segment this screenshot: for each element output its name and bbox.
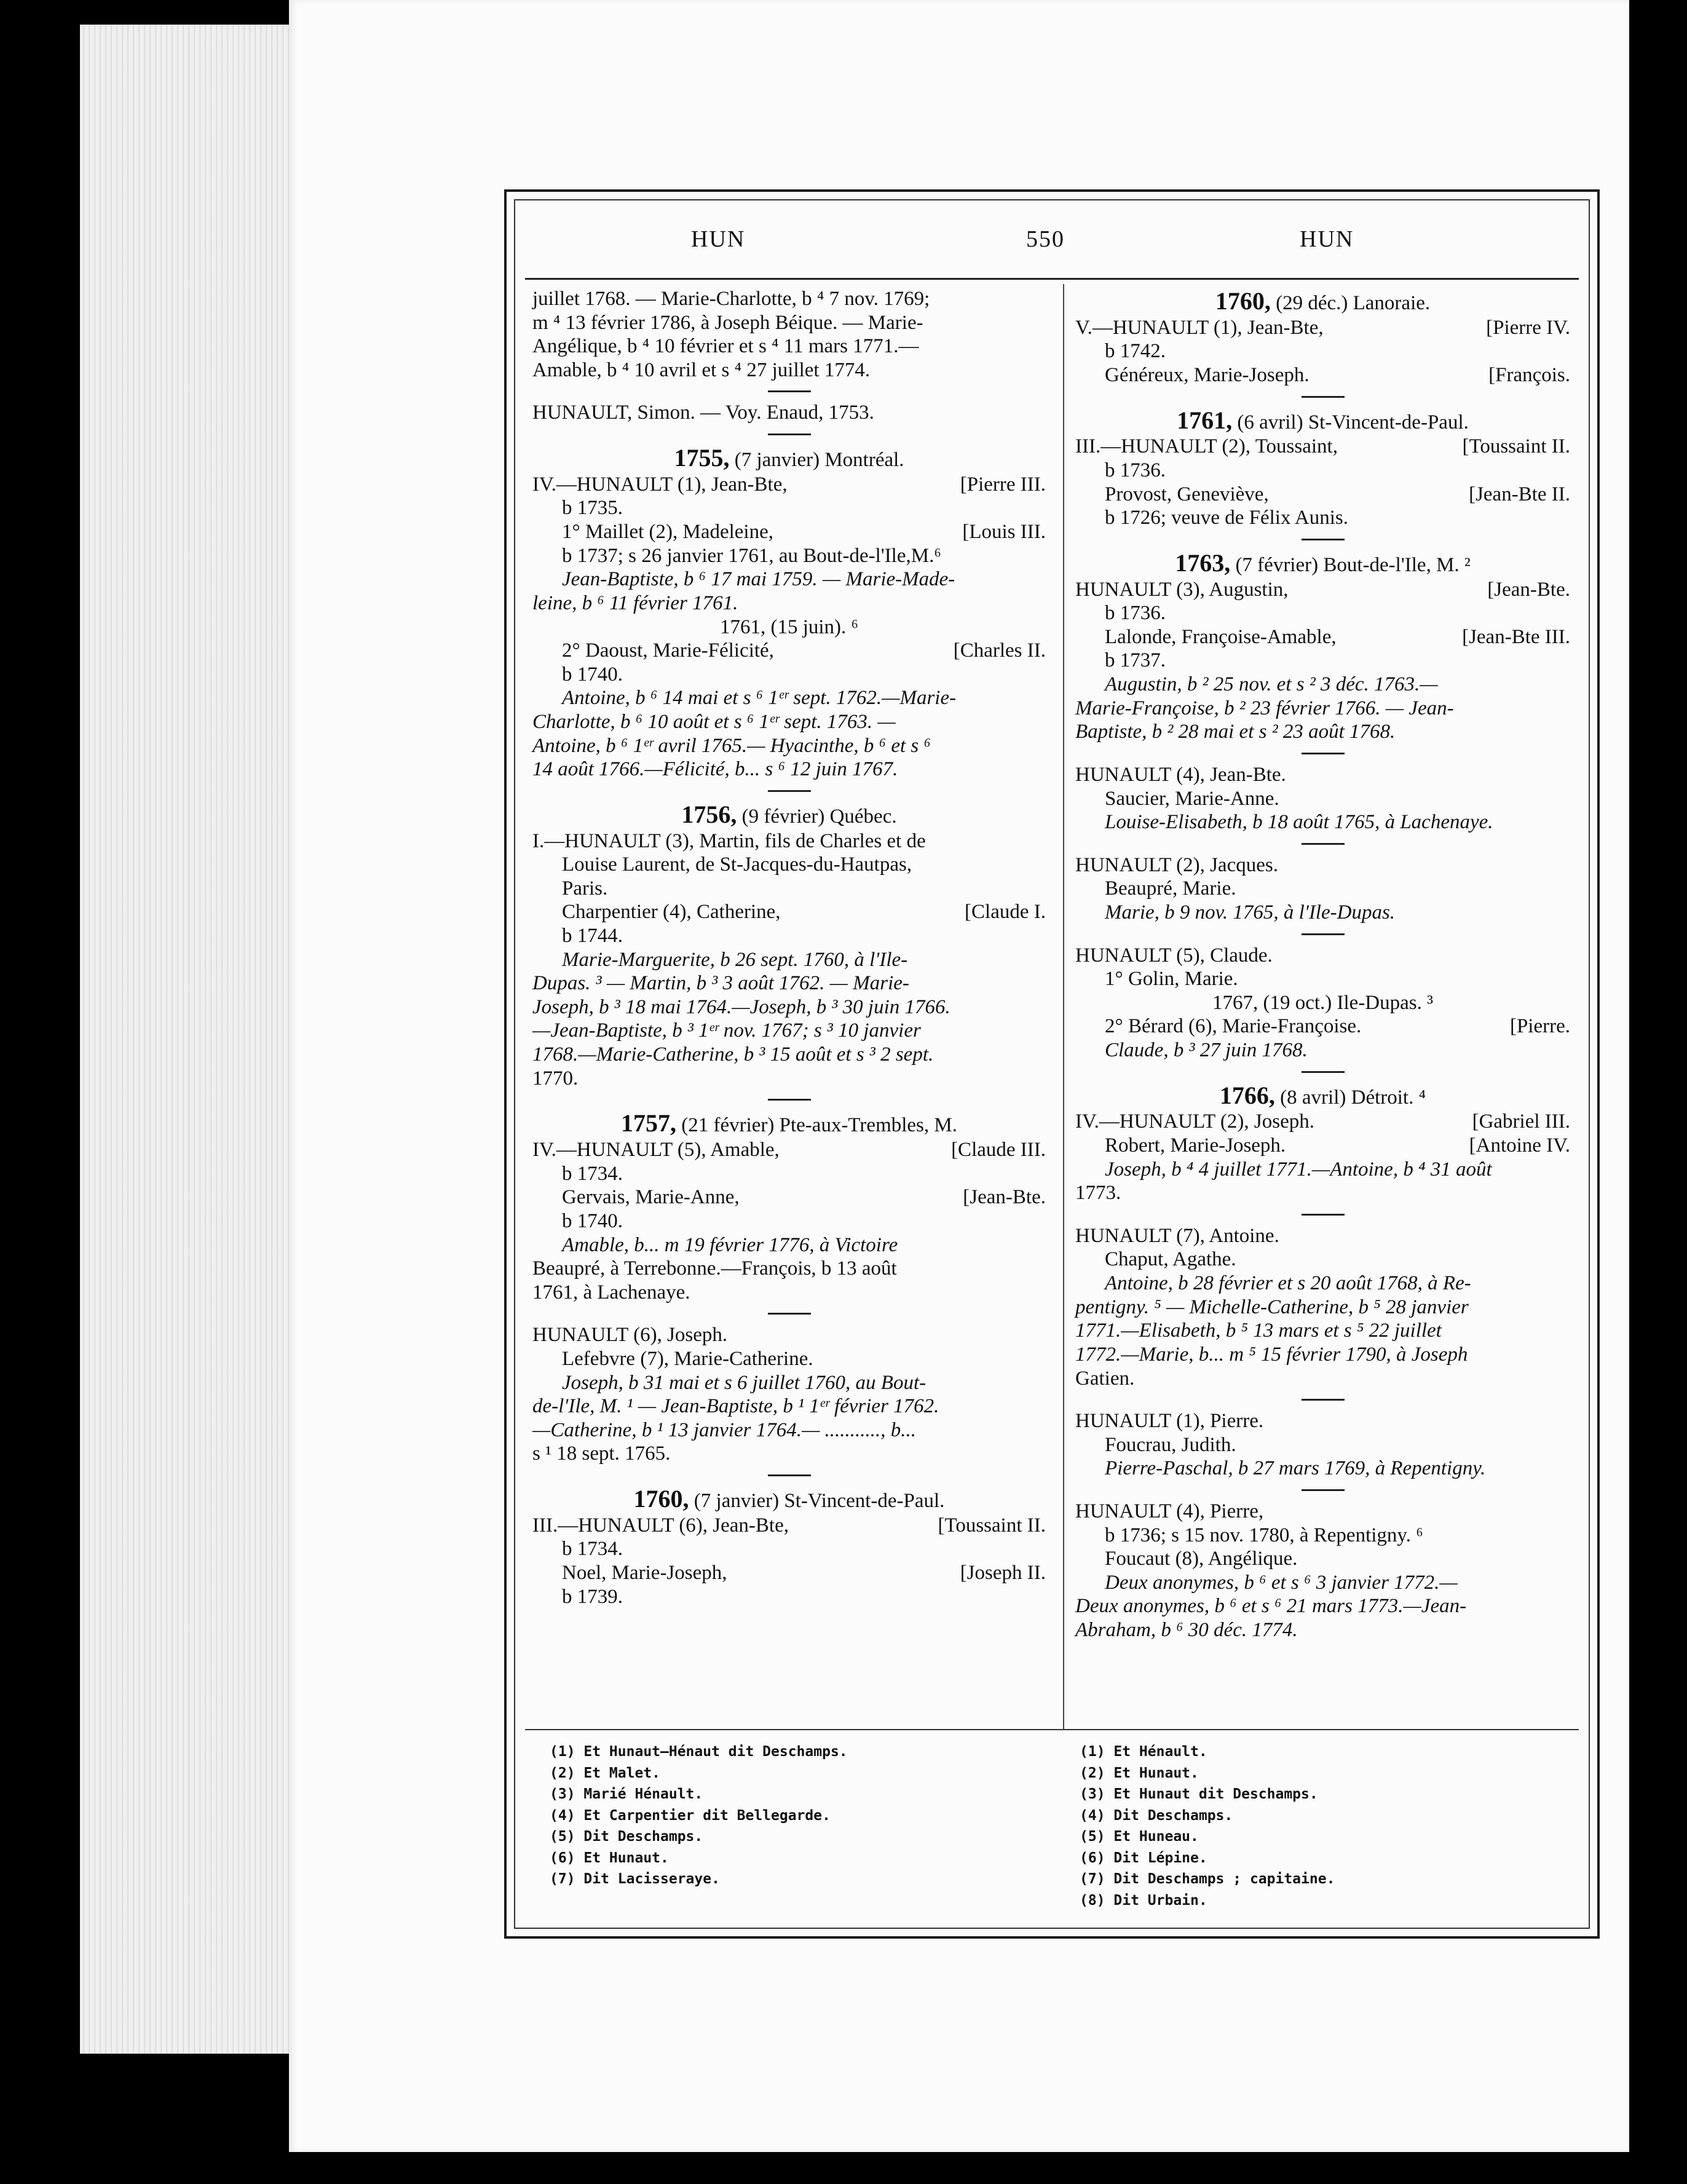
spouse-name: Gervais, Marie-Anne,: [562, 1186, 740, 1209]
children-text: 1772.—Marie, b... m ⁵ 15 février 1790, à Joseph: [1075, 1343, 1468, 1366]
parent-ref: [Jean-Bte III.: [1462, 625, 1570, 648]
children-text: Joseph, b ³ 18 mai 1764.—Joseph, b ³ 30 juin 1766.: [532, 995, 950, 1018]
children-text: 1773.: [1075, 1182, 1121, 1205]
spouse-name: Beaupré, Marie.: [1105, 877, 1236, 900]
marriage-heading: [532, 801, 1046, 829]
entry-separator: [768, 1474, 811, 1476]
parent-ref: [Gabriel III.: [1472, 1110, 1570, 1133]
entry-line: [1075, 578, 1570, 602]
footnote: (7) Dit Deschamps ; capitaine.: [1080, 1871, 1335, 1887]
children-text: 1761, à Lachenaye.: [532, 1281, 690, 1304]
children-text: 14 août 1766.—Félicité, b... s ⁶ 12 juin 1767.: [532, 758, 898, 781]
running-head-left: HUN: [691, 226, 746, 252]
children-text: Antoine, b ⁶ 14 mai et s ⁶ 1ᵉʳ sept. 1762.—Marie-: [562, 687, 957, 710]
parent-ref: [Joseph II.: [960, 1562, 1046, 1584]
marriage-place: (9 février) Québec.: [741, 805, 897, 828]
parent-ref: [Claude III.: [951, 1139, 1046, 1161]
children-text: Claude, b ³ 27 juin 1768.: [1105, 1039, 1308, 1062]
parent-ref: [Jean-Bte.: [1487, 578, 1570, 601]
children-text: leine, b ⁶ 11 février 1761.: [532, 592, 738, 614]
spouse-name: 2° Daoust, Marie-Félicité,: [562, 639, 774, 662]
children-text: Amable, b... m 19 février 1776, à Victoire: [562, 1233, 898, 1256]
marriage-place: (6 avril) St-Vincent-de-Paul.: [1237, 411, 1469, 433]
remarriage-date: 1767, (19 oct.) Ile-Dupas. ³: [1212, 991, 1434, 1014]
remarriage-date: 1761, (15 juin). ⁶: [719, 615, 859, 638]
entry-line: [532, 520, 1046, 544]
children-text: Deux anonymes, b ⁶ et s ⁶ 3 janvier 1772.—: [1105, 1571, 1458, 1594]
parent-ref: [Jean-Bte.: [963, 1186, 1046, 1209]
spouse-name: Généreux, Marie-Joseph.: [1105, 364, 1310, 387]
children-text: Deux anonymes, b ⁶ et s ⁶ 21 mars 1773.—Jean-: [1075, 1595, 1467, 1618]
entry-line: [532, 1514, 1046, 1538]
entry-name: HUNAULT (3), Augustin,: [1075, 578, 1289, 601]
column-divider: [1063, 284, 1064, 1729]
entry-text: b 1736.: [1105, 459, 1166, 482]
children-text: Joseph, b 31 mai et s 6 juillet 1760, au Bout-: [562, 1371, 926, 1394]
entry-text: b 1736.: [1105, 602, 1166, 625]
entry-name: IV.—HUNAULT (1), Jean-Bte,: [532, 473, 788, 496]
entry-line: [1075, 316, 1570, 340]
entry-text: Louise Laurent, de St-Jacques-du-Hautpas,: [562, 853, 912, 876]
footnote: (2) Et Hunaut.: [1080, 1765, 1199, 1781]
marriage-place: (7 janvier) Montréal.: [734, 449, 904, 472]
marriage-place: (7 février) Bout-de-l'Ile, M. ²: [1235, 553, 1471, 576]
entry-separator: [1302, 843, 1345, 845]
running-head-right: HUN: [1300, 226, 1354, 252]
footnote: (5) Et Huneau.: [1080, 1829, 1199, 1845]
entry-separator: [768, 1099, 811, 1101]
entry-separator: [1302, 1071, 1345, 1073]
marriage-year: 1766,: [1219, 1081, 1275, 1109]
entry-text: m ⁴ 13 février 1786, à Joseph Béique. — Marie-: [532, 311, 923, 334]
entry-line: [1075, 363, 1570, 387]
entry-text: b 1735.: [562, 497, 623, 520]
parent-ref: [Toussaint II.: [1462, 435, 1570, 458]
parent-ref: [Pierre IV.: [1486, 316, 1570, 339]
entry-name: IV.—HUNAULT (5), Amable,: [532, 1139, 780, 1161]
header-rule: [525, 278, 1579, 280]
parent-ref: [Antoine IV.: [1469, 1134, 1570, 1157]
footnotes-left: [550, 1741, 1054, 1890]
spouse-name: Robert, Marie-Joseph.: [1105, 1134, 1286, 1157]
parent-ref: [Pierre.: [1509, 1015, 1570, 1038]
page-frame: [504, 189, 1600, 1939]
marriage-year: 1763,: [1175, 548, 1231, 577]
marriage-heading: [1075, 549, 1570, 578]
marriage-heading: [532, 1109, 1046, 1138]
spouse-name: Saucier, Marie-Anne.: [1105, 787, 1279, 810]
entry-name: I.—HUNAULT (3), Martin, fils de Charles et de: [532, 829, 926, 852]
parent-ref: [Claude I.: [965, 901, 1046, 924]
entry-text: b 1742.: [1105, 340, 1166, 363]
parent-ref: [Jean-Bte II.: [1469, 483, 1570, 505]
spouse-name: 1° Maillet (2), Madeleine,: [562, 521, 774, 544]
entry-separator: [768, 433, 811, 435]
children-text: Jean-Baptiste, b ⁶ 17 mai 1759. — Marie-Made-: [562, 568, 955, 591]
children-text: Gatien.: [1075, 1367, 1135, 1390]
entry-text: Amable, b ⁴ 10 avril et s ⁴ 27 juillet 1774.: [532, 358, 871, 381]
children-text: pentigny. ⁵ — Michelle-Catherine, b ⁵ 28 janvier: [1075, 1296, 1469, 1318]
spouse-name: Lalonde, Françoise-Amable,: [1105, 625, 1337, 648]
children-text: Louise-Elisabeth, b 18 août 1765, à Lachenaye.: [1105, 811, 1493, 834]
marriage-heading: [1075, 406, 1570, 435]
spouse-name: Noel, Marie-Joseph,: [562, 1562, 727, 1584]
spouse-name: Foucrau, Judith.: [1105, 1433, 1236, 1456]
entry-line: [532, 473, 1046, 497]
spouse-name: Foucaut (8), Angélique.: [1105, 1548, 1298, 1570]
entry-separator: [1302, 539, 1345, 540]
entry-text: b 1736; s 15 nov. 1780, à Repentigny. ⁶: [1105, 1524, 1423, 1546]
entry-separator: [1302, 753, 1345, 754]
children-text: Dupas. ³ — Martin, b ³ 3 août 1762. — Marie-: [532, 972, 909, 995]
spouse-name: Provost, Geneviève,: [1105, 483, 1269, 505]
left-column: [532, 287, 1046, 1608]
entry-line: [532, 900, 1046, 924]
footnote: (4) Et Carpentier dit Bellegarde.: [550, 1807, 831, 1824]
entry-text: b 1737.: [1105, 649, 1166, 672]
spouse-name: 1° Golin, Marie.: [1105, 968, 1238, 991]
children-text: Beaupré, à Terrebonne.—François, b 13 août: [532, 1257, 897, 1280]
entry-text: b 1734.: [562, 1538, 623, 1561]
footnotes-rule: [525, 1729, 1579, 1730]
spouse-name: Charpentier (4), Catherine,: [562, 901, 781, 924]
footnotes-right: [1080, 1741, 1565, 1911]
children-text: Pierre-Paschal, b 27 mars 1769, à Repentigny.: [1105, 1457, 1486, 1480]
marriage-place: (29 déc.) Lanoraie.: [1276, 292, 1431, 314]
footnote: (3) Marié Hénault.: [550, 1786, 703, 1802]
children-text: Baptiste, b ² 28 mai et s ² 23 août 1768.: [1075, 721, 1396, 743]
marriage-heading: [1075, 1082, 1570, 1110]
parent-ref: [Pierre III.: [960, 473, 1046, 496]
entry-separator: [1302, 1214, 1345, 1216]
children-text: —Jean-Baptiste, b ³ 1ᵉʳ nov. 1767; s ³ 10 janvier: [532, 1019, 921, 1042]
children-text: 1771.—Elisabeth, b ⁵ 13 mars et s ⁵ 22 juillet: [1075, 1320, 1442, 1342]
children-text: s ¹ 18 sept. 1765.: [532, 1442, 671, 1465]
entry-name: HUNAULT (4), Jean-Bte.: [1075, 763, 1286, 786]
footnote: (5) Dit Deschamps.: [550, 1829, 703, 1845]
entry-line: [532, 1138, 1046, 1162]
marriage-year: 1757,: [620, 1109, 676, 1138]
entry-line: [1075, 625, 1570, 649]
entry-name: V.—HUNAULT (1), Jean-Bte,: [1075, 316, 1324, 339]
entry-name: IV.—HUNAULT (2), Joseph.: [1075, 1110, 1314, 1133]
children-text: 1770.: [532, 1067, 579, 1090]
entry-name: III.—HUNAULT (2), Toussaint,: [1075, 435, 1338, 458]
spouse-name: Chaput, Agathe.: [1105, 1248, 1236, 1271]
entry-name: HUNAULT (2), Jacques.: [1075, 853, 1278, 876]
footnote: (6) Dit Lépine.: [1080, 1850, 1207, 1866]
footnote: (3) Et Hunaut dit Deschamps.: [1080, 1786, 1318, 1802]
children-text: 1768.—Marie-Catherine, b ³ 15 août et s ³ 2 sept.: [532, 1043, 934, 1066]
marriage-place: (8 avril) Détroit. ⁴: [1280, 1086, 1426, 1109]
children-text: Marie-Françoise, b ² 23 février 1766. — Jean-: [1075, 697, 1454, 719]
entry-line: [532, 1185, 1046, 1209]
entry-heading: HUNAULT, Simon. — Voy. Enaud, 1753.: [532, 402, 874, 424]
children-text: Marie, b 9 nov. 1765, à l'Ile-Dupas.: [1105, 901, 1396, 924]
footnote: (8) Dit Urbain.: [1080, 1892, 1207, 1909]
entry-text: b 1744.: [562, 925, 623, 947]
entry-separator: [768, 390, 811, 392]
running-head: [507, 226, 1597, 263]
parent-ref: [François.: [1488, 364, 1570, 387]
marriage-year: 1761,: [1177, 406, 1233, 434]
entry-name: HUNAULT (6), Joseph.: [532, 1324, 728, 1347]
footnote: (6) Et Hunaut.: [550, 1850, 669, 1866]
entry-name: HUNAULT (7), Antoine.: [1075, 1224, 1279, 1247]
children-text: de-l'Ile, M. ¹ — Jean-Baptiste, b ¹ 1ᵉʳ février 1762.: [532, 1395, 939, 1418]
marriage-year: 1755,: [674, 444, 730, 472]
entry-text: juillet 1768. — Marie-Charlotte, b ⁴ 7 nov. 1769;: [532, 288, 930, 310]
entry-separator: [1302, 1399, 1345, 1401]
children-text: Joseph, b ⁴ 4 juillet 1771.—Antoine, b ⁴ 31 août: [1105, 1158, 1492, 1181]
entry-line: [1075, 1015, 1570, 1039]
parent-ref: [Louis III.: [962, 521, 1046, 544]
entry-line: [532, 639, 1046, 663]
entry-text: b 1739.: [562, 1585, 623, 1608]
children-text: Charlotte, b ⁶ 10 août et s ⁶ 1ᵉʳ sept. 1763. —: [532, 710, 896, 733]
entry-line: [1075, 1134, 1570, 1158]
marriage-heading: [532, 444, 1046, 473]
entry-line: [1075, 483, 1570, 507]
marriage-place: (21 février) Pte-aux-Trembles, M.: [681, 1114, 957, 1137]
footnote: (1) Et Hunaut—Hénaut dit Deschamps.: [550, 1744, 848, 1760]
entry-separator: [768, 790, 811, 792]
parent-ref: [Charles II.: [953, 639, 1046, 662]
children-text: Antoine, b 28 février et s 20 août 1768, à Re-: [1105, 1272, 1471, 1295]
children-text: Augustin, b ² 25 nov. et s ² 3 déc. 1763.—: [1105, 673, 1438, 696]
entry-name: III.—HUNAULT (6), Jean-Bte,: [532, 1514, 789, 1537]
marriage-heading: [532, 1485, 1046, 1514]
parent-ref: [Toussaint II.: [938, 1514, 1046, 1537]
spouse-name: 2° Bérard (6), Marie-Françoise.: [1105, 1015, 1362, 1038]
spouse-name: Lefebvre (7), Marie-Catherine.: [562, 1347, 813, 1370]
marriage-year: 1760,: [633, 1484, 689, 1513]
entry-line: [1075, 435, 1570, 459]
entry-name: HUNAULT (1), Pierre.: [1075, 1410, 1264, 1433]
entry-separator: [1302, 933, 1345, 935]
entry-text: b 1737; s 26 janvier 1761, au Bout-de-l'Ile,M.⁶: [562, 544, 941, 567]
children-text: Marie-Marguerite, b 26 sept. 1760, à l'Ile-: [562, 948, 908, 971]
entry-line: [532, 1561, 1046, 1585]
entry-text: b 1740.: [562, 1209, 623, 1232]
entry-separator: [1302, 1489, 1345, 1491]
footnote: (4) Dit Deschamps.: [1080, 1807, 1233, 1824]
entry-text: Paris.: [562, 877, 608, 900]
page-number: 550: [1026, 226, 1065, 252]
footnote: (2) Et Malet.: [550, 1765, 661, 1781]
entry-separator: [768, 1313, 811, 1315]
entry-text: b 1734.: [562, 1162, 623, 1185]
right-column: [1075, 287, 1570, 1642]
children-text: Antoine, b ⁶ 1ᵉʳ avril 1765.— Hyacinthe, b ⁶ et s ⁶: [532, 734, 931, 757]
marriage-year: 1756,: [681, 800, 737, 828]
children-text: —Catherine, b ¹ 13 janvier 1764.— ..........., b...: [532, 1418, 917, 1441]
footnote: (1) Et Hénault.: [1080, 1744, 1207, 1760]
entry-line: [1075, 1110, 1570, 1134]
entry-text: b 1726; veuve de Félix Aunis.: [1105, 507, 1348, 529]
entry-name: HUNAULT (4), Pierre,: [1075, 1500, 1264, 1522]
entry-separator: [1302, 396, 1345, 398]
marriage-year: 1760,: [1215, 287, 1271, 315]
entry-name: HUNAULT (5), Claude.: [1075, 944, 1273, 967]
footnote: (7) Dit Lacisseraye.: [550, 1871, 720, 1887]
marriage-heading: [1075, 287, 1570, 316]
entry-text: b 1740.: [562, 663, 623, 686]
children-text: Abraham, b ⁶ 30 déc. 1774.: [1075, 1619, 1298, 1641]
marriage-place: (7 janvier) St-Vincent-de-Paul.: [693, 1489, 945, 1512]
entry-text: Angélique, b ⁴ 10 février et s ⁴ 11 mars 1771.—: [532, 335, 919, 358]
